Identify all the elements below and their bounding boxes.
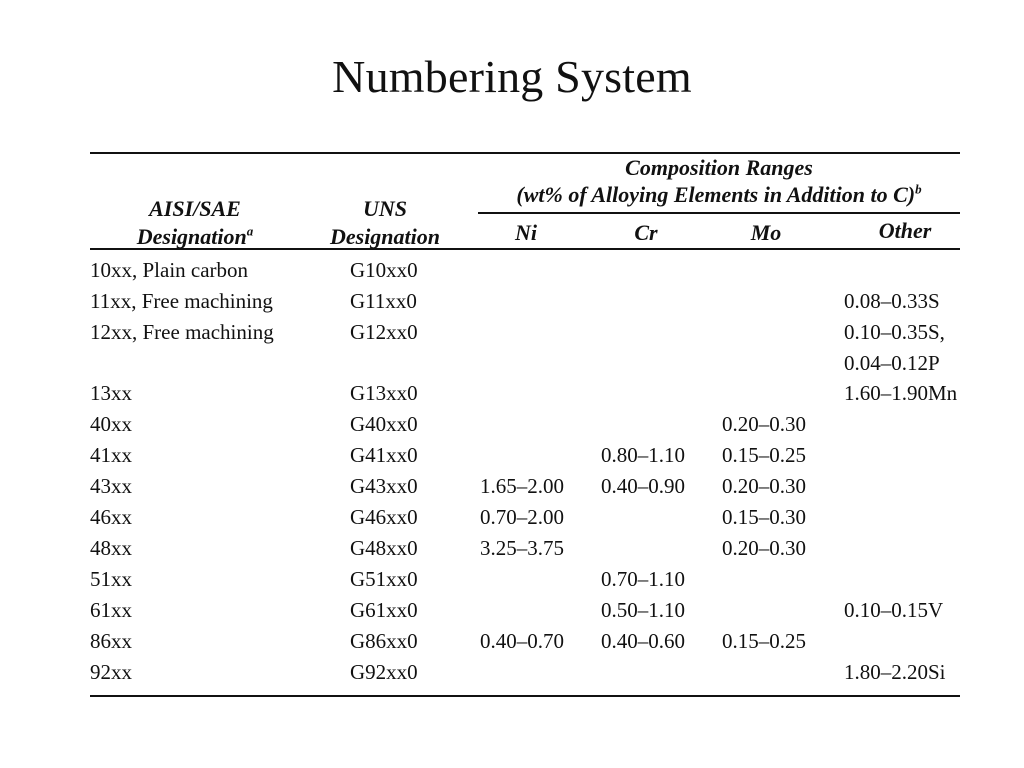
footnote-b: b — [915, 181, 922, 197]
cell-aisi: 43xx — [90, 474, 132, 498]
header-uns — [315, 196, 455, 250]
cell-uns: G48xx0 — [350, 536, 418, 560]
header-ni: Ni — [515, 220, 537, 245]
cell-aisi: 41xx — [90, 443, 132, 467]
table-bottom-rule — [90, 695, 960, 697]
cell-aisi: 86xx — [90, 629, 132, 653]
header-composition-line1: Composition Ranges — [625, 155, 813, 180]
cell-mo: 0.15–0.25 — [722, 443, 806, 467]
cell-aisi: 61xx — [90, 598, 132, 622]
cell-other: 0.10–0.35S, — [844, 320, 945, 344]
cell-uns: G46xx0 — [350, 505, 418, 529]
header-mo: Mo — [750, 220, 782, 245]
cell-mo: 0.20–0.30 — [722, 412, 806, 436]
cell-cr: 0.80–1.10 — [601, 443, 685, 467]
cell-other: 0.08–0.33S — [844, 289, 940, 313]
cell-uns: G61xx0 — [350, 598, 418, 622]
header-aisi — [105, 196, 285, 250]
table-top-rule — [90, 152, 960, 154]
cell-other: 0.10–0.15V — [844, 598, 944, 622]
cell-aisi: 46xx — [90, 505, 132, 529]
cell-aisi: 40xx — [90, 412, 132, 436]
header-uns-line2: Designation — [329, 224, 441, 249]
header-cr: Cr — [634, 220, 658, 245]
cell-other: 1.80–2.20Si — [844, 660, 946, 684]
cell-ni: 3.25–3.75 — [480, 536, 564, 560]
cell-mo: 0.20–0.30 — [722, 536, 806, 560]
header-aisi-line1: AISI/SAE — [149, 196, 241, 221]
cell-uns: G13xx0 — [350, 381, 418, 405]
cell-mo: 0.20–0.30 — [722, 474, 806, 498]
cell-aisi: 11xx, Free machining — [90, 289, 273, 313]
cell-aisi: 51xx — [90, 567, 132, 591]
header-composition — [478, 155, 960, 208]
cell-ni: 0.70–2.00 — [480, 505, 564, 529]
cell-uns: G10xx0 — [350, 258, 418, 282]
cell-uns: G12xx0 — [350, 320, 418, 344]
cell-aisi: 48xx — [90, 536, 132, 560]
composition-rule — [478, 212, 960, 214]
cell-other: 1.60–1.90Mn — [844, 381, 958, 405]
cell-mo: 0.15–0.25 — [722, 629, 806, 653]
cell-uns: G43xx0 — [350, 474, 418, 498]
cell-cr: 0.40–0.60 — [601, 629, 685, 653]
slide-title: Numbering System — [332, 51, 692, 102]
cell-uns: G92xx0 — [350, 660, 418, 684]
cell-mo: 0.15–0.30 — [722, 505, 806, 529]
cell-uns: G86xx0 — [350, 629, 418, 653]
cell-aisi: 10xx, Plain carbon — [90, 258, 249, 282]
cell-aisi: 12xx, Free machining — [90, 320, 274, 344]
cell-aisi: 92xx — [90, 660, 132, 684]
header-aisi-line2: Designation — [136, 224, 247, 249]
cell-cr: 0.50–1.10 — [601, 598, 685, 622]
cell-uns: G41xx0 — [350, 443, 418, 467]
footnote-a: a — [246, 223, 254, 239]
cell-uns: G40xx0 — [350, 412, 418, 436]
header-composition-line2: (wt% of Alloying Elements in Addition to C) — [516, 182, 916, 207]
cell-aisi: 13xx — [90, 381, 132, 405]
cell-ni: 1.65–2.00 — [480, 474, 564, 498]
cell-uns: G51xx0 — [350, 567, 418, 591]
cell-cr: 0.70–1.10 — [601, 567, 685, 591]
cell-ni: 0.40–0.70 — [480, 629, 564, 653]
header-uns-line1: UNS — [362, 196, 407, 221]
cell-cr: 0.40–0.90 — [601, 474, 685, 498]
cell-uns: G11xx0 — [350, 289, 417, 313]
header-other: Other — [878, 218, 932, 243]
cell-other-continued: 0.04–0.12P — [844, 351, 940, 375]
